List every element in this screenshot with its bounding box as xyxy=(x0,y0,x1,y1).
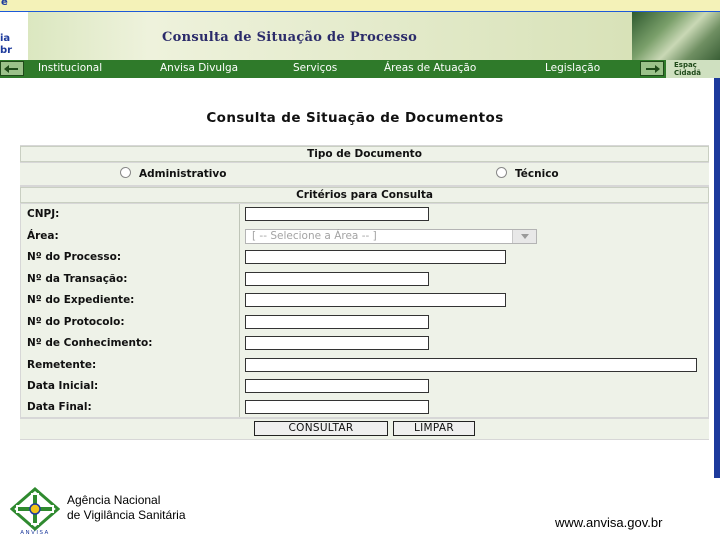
nav-item-anvisa-divulga[interactable]: Anvisa Divulga xyxy=(160,62,239,74)
data-inicial-input[interactable] xyxy=(245,379,429,393)
site-header xyxy=(0,12,720,60)
nav-item-areas-de-atuacao[interactable]: Áreas de Atuação xyxy=(384,62,477,74)
label-data-inicial: Data Inicial: xyxy=(27,380,99,392)
consultar-button[interactable]: CONSULTAR xyxy=(254,421,388,436)
label-numero-expediente: Nº do Expediente: xyxy=(27,294,135,306)
header-decorative-image xyxy=(632,12,720,60)
criteria-divider xyxy=(239,204,240,417)
anvisa-logo-word: ANVISA xyxy=(20,530,50,535)
nav-item-institucional[interactable]: Institucional xyxy=(38,62,103,74)
radio-tecnico[interactable] xyxy=(496,167,559,180)
label-numero-transacao: Nº da Transação: xyxy=(27,273,128,285)
label-numero-processo: Nº do Processo: xyxy=(27,251,122,263)
area-select-value: [ -- Selecione a Área -- ] xyxy=(252,230,377,242)
radio-tecnico-label: Técnico xyxy=(515,168,559,180)
criteria-header: Critérios para Consulta xyxy=(20,187,709,203)
website-url[interactable]: www.anvisa.gov.br xyxy=(555,515,663,530)
header-title: Consulta de Situação de Processo xyxy=(162,30,418,45)
label-data-final: Data Final: xyxy=(27,401,92,413)
page-title: Consulta de Situação de Documentos xyxy=(206,110,504,126)
chevron-down-icon[interactable] xyxy=(512,230,536,243)
radio-tecnico-circle[interactable] xyxy=(496,167,507,178)
header-logo-fragment[interactable] xyxy=(0,12,28,60)
nav-espaco-line-1: Espaç xyxy=(674,61,697,69)
criteria-grid xyxy=(21,204,708,417)
footer-divider xyxy=(0,478,720,480)
radio-administrativo-label: Administrativo xyxy=(139,168,227,180)
radio-administrativo-circle[interactable] xyxy=(120,167,131,178)
top-strip xyxy=(0,0,720,12)
numero-transacao-input[interactable] xyxy=(245,272,429,286)
consulta-form xyxy=(20,145,709,440)
nav-item-legislacao[interactable]: Legislação xyxy=(545,62,601,74)
doc-type-header: Tipo de Documento xyxy=(20,146,709,162)
nav-item-servicos[interactable]: Serviços xyxy=(293,62,338,74)
agency-name-line-1: Agência Nacional xyxy=(67,493,161,507)
numero-processo-input[interactable] xyxy=(245,250,506,264)
right-edge-bar xyxy=(714,78,720,478)
remetente-input[interactable] xyxy=(245,358,697,372)
nav-back-arrow-icon[interactable] xyxy=(0,61,24,76)
label-area: Área: xyxy=(27,230,59,242)
header-logo-text-1: ia xyxy=(0,33,11,44)
label-cnpj: CNPJ: xyxy=(27,208,60,220)
label-remetente: Remetente: xyxy=(27,359,97,371)
header-banner xyxy=(28,12,632,60)
anvisa-logo-icon xyxy=(10,487,60,535)
agency-name xyxy=(67,493,186,523)
data-final-input[interactable] xyxy=(245,400,429,414)
nav-espaco-line-2: Cidadã xyxy=(674,69,702,77)
doc-type-radio-group xyxy=(20,163,709,185)
main-nav xyxy=(0,60,720,78)
numero-protocolo-input[interactable] xyxy=(245,315,429,329)
limpar-button[interactable]: LIMPAR xyxy=(393,421,475,436)
numero-expediente-input[interactable] xyxy=(245,293,506,307)
nav-espaco-cidadao[interactable] xyxy=(666,60,720,78)
agency-name-line-2: de Vigilância Sanitária xyxy=(67,508,186,522)
header-logo-text-2: br xyxy=(0,45,13,56)
nav-forward-arrow-icon[interactable] xyxy=(640,61,664,76)
form-actions xyxy=(20,419,709,439)
label-numero-protocolo: Nº do Protocolo: xyxy=(27,316,125,328)
top-strip-text: e xyxy=(1,0,8,8)
cnpj-input[interactable] xyxy=(245,207,429,221)
radio-administrativo[interactable] xyxy=(120,167,226,180)
label-numero-conhecimento: Nº de Conhecimento: xyxy=(27,337,153,349)
numero-conhecimento-input[interactable] xyxy=(245,336,429,350)
area-select[interactable] xyxy=(245,229,537,244)
